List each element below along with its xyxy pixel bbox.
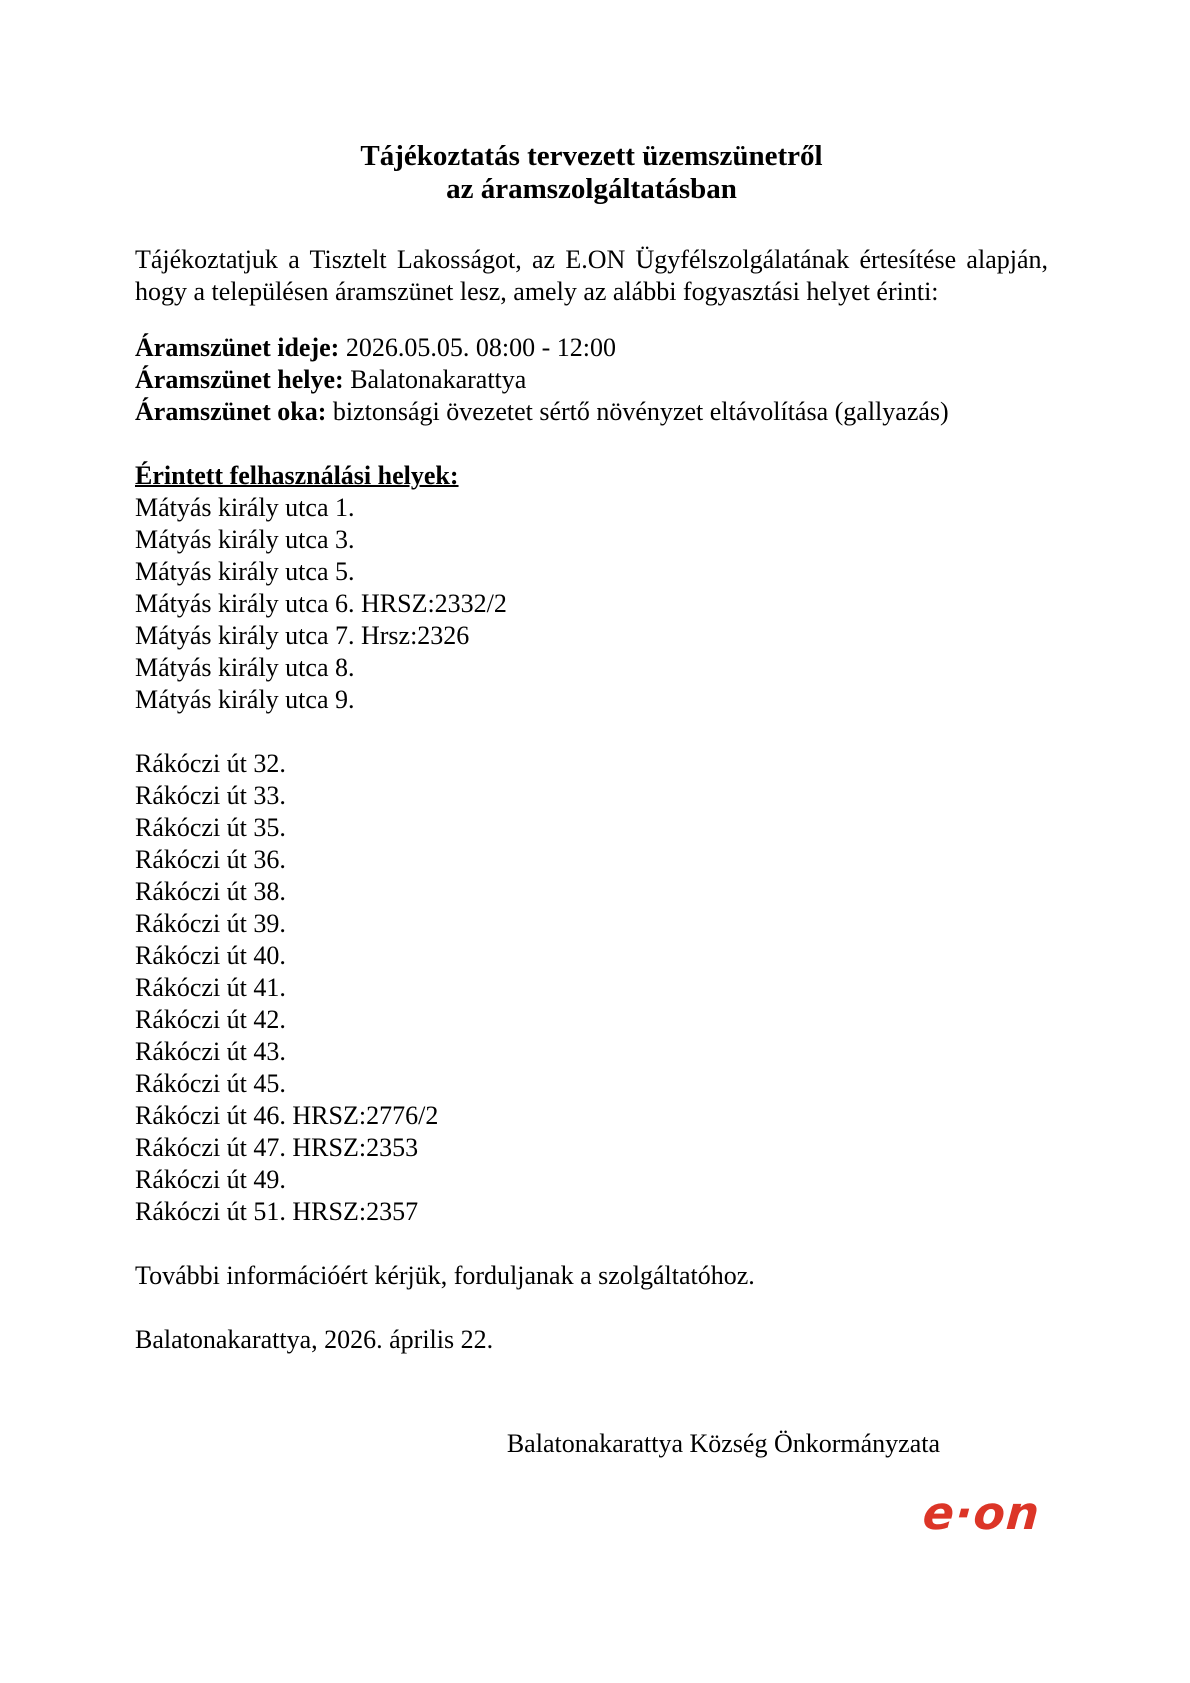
more-info-line: További információért kérjük, forduljanak a szolgáltatóhoz. bbox=[135, 1261, 755, 1290]
outage-place-row bbox=[135, 364, 1048, 396]
address-list-matyas bbox=[135, 492, 1048, 716]
address-line: Rákóczi út 36. bbox=[135, 845, 286, 874]
address-line: Rákóczi út 49. bbox=[135, 1165, 286, 1194]
address-line: Rákóczi út 33. bbox=[135, 781, 286, 810]
title-line-2: az áramszolgáltatásban bbox=[446, 173, 737, 205]
outage-reason-value: biztonsági övezetet sértő növényzet eltávolítása (gallyazás) bbox=[332, 397, 949, 426]
address-list-rakoczi bbox=[135, 748, 1048, 1228]
outage-time-label: Áramszünet ideje: bbox=[135, 333, 340, 362]
address-line: Rákóczi út 38. bbox=[135, 877, 286, 906]
address-line: Rákóczi út 40. bbox=[135, 941, 286, 970]
eon-logo: e·on bbox=[921, 1486, 1042, 1540]
document-title bbox=[135, 140, 1048, 206]
address-line: Rákóczi út 39. bbox=[135, 909, 286, 938]
address-line: Rákóczi út 46. HRSZ:2776/2 bbox=[135, 1101, 439, 1130]
address-line: Mátyás király utca 6. HRSZ:2332/2 bbox=[135, 589, 507, 618]
address-line: Mátyás király utca 9. bbox=[135, 685, 355, 714]
address-line: Rákóczi út 35. bbox=[135, 813, 286, 842]
address-line: Rákóczi út 41. bbox=[135, 973, 286, 1002]
outage-place-value: Balatonakarattya bbox=[350, 365, 527, 394]
logo-row bbox=[135, 1488, 1048, 1538]
outage-reason-row bbox=[135, 396, 1048, 428]
address-line: Rákóczi út 51. HRSZ:2357 bbox=[135, 1197, 419, 1226]
date-line: Balatonakarattya, 2026. április 22. bbox=[135, 1325, 494, 1354]
title-line-1: Tájékoztatás tervezett üzemszünetről bbox=[360, 140, 823, 172]
outage-reason-label: Áramszünet oka: bbox=[135, 397, 327, 426]
address-line: Mátyás király utca 8. bbox=[135, 653, 355, 682]
address-line: Rákóczi út 47. HRSZ:2353 bbox=[135, 1133, 419, 1162]
address-line: Mátyás király utca 1. bbox=[135, 493, 355, 522]
address-line: Rákóczi út 32. bbox=[135, 749, 286, 778]
address-line: Mátyás király utca 7. Hrsz:2326 bbox=[135, 621, 470, 650]
outage-time-row bbox=[135, 332, 1048, 364]
outage-time-value: 2026.05.05. 08:00 - 12:00 bbox=[345, 333, 616, 362]
outage-details bbox=[135, 332, 1048, 428]
affected-places-heading: Érintett felhasználási helyek: bbox=[135, 461, 459, 490]
outage-place-label: Áramszünet helye: bbox=[135, 365, 344, 394]
address-line: Rákóczi út 43. bbox=[135, 1037, 286, 1066]
intro-paragraph: Tájékoztatjuk a Tisztelt Lakosságot, az E.ON Ügyfélszolgálatának értesítése alapján, hogy a településen áramszünet lesz, amely az alábbi fogyasztási helyet érinti: bbox=[135, 245, 1048, 306]
signature-line: Balatonakarattya Község Önkormányzata bbox=[506, 1429, 940, 1458]
address-line: Rákóczi út 42. bbox=[135, 1005, 286, 1034]
address-line: Mátyás király utca 3. bbox=[135, 525, 355, 554]
address-line: Rákóczi út 45. bbox=[135, 1069, 286, 1098]
address-line: Mátyás király utca 5. bbox=[135, 557, 355, 586]
